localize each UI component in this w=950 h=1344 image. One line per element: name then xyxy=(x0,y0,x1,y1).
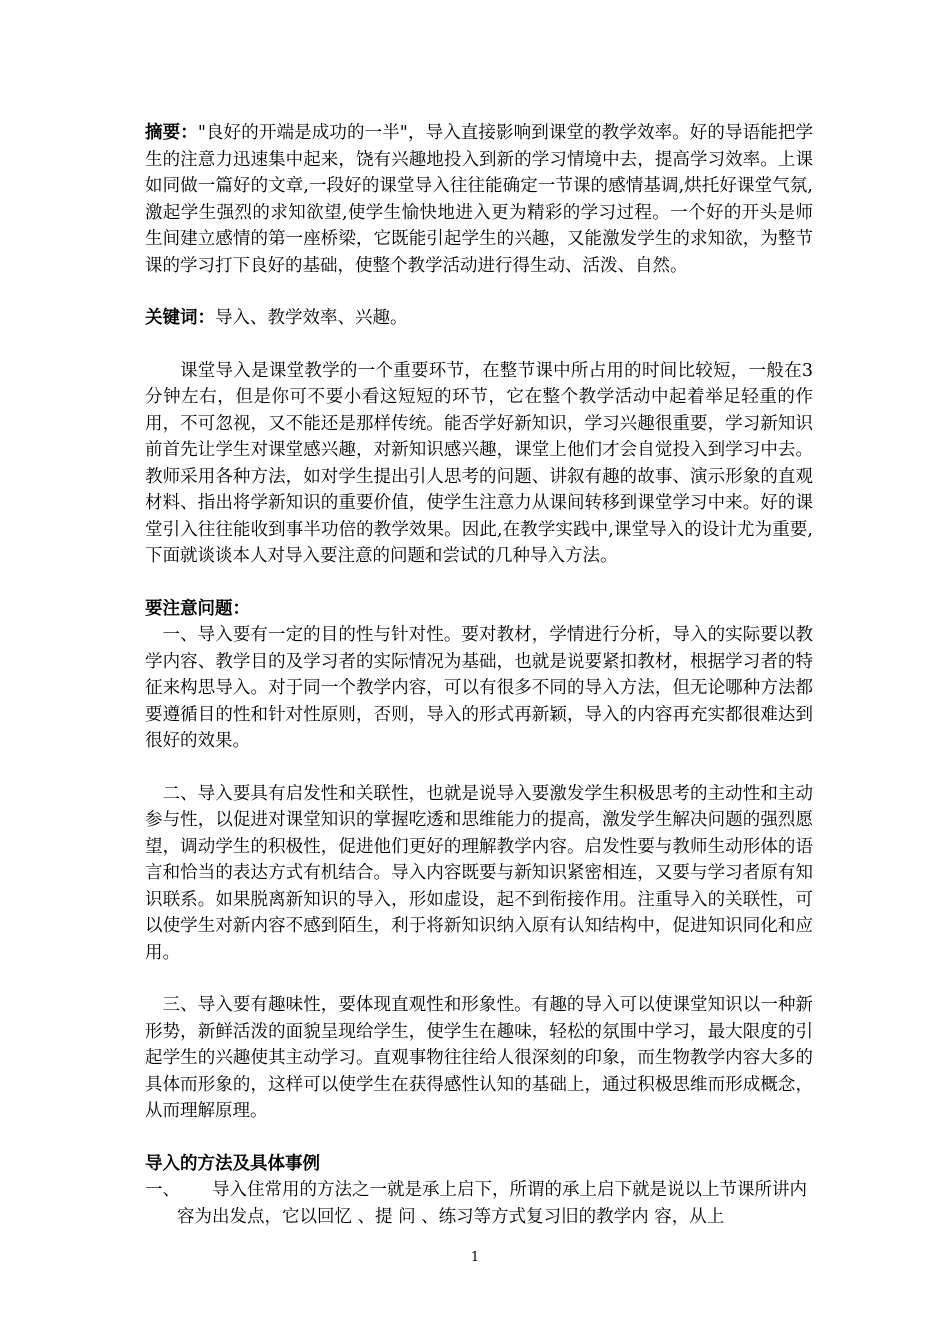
abstract-label: 摘要： xyxy=(145,123,198,143)
abstract-paragraph xyxy=(145,120,813,279)
method-item-1 xyxy=(145,1177,813,1230)
keywords-label: 关键词： xyxy=(145,308,215,328)
page-number: 1 xyxy=(470,1250,480,1265)
abstract-text: "良好的开端是成功的一半"，导入直接影响到课堂的教学效率。好的导语能把学生的注意力迅速集中起来，饶有兴趣地投入到新的学习情境中去，提高学习效率。上课如同做一篇好的文章,一段好的课堂导入往往能确定一节课的感情基调,烘托好课堂气氛,激起学生强烈的求知欲望,使学生愉快地进入更为精彩的学习过程。一个好的开头是师生间建立感情的第一座桥梁，它既能引起学生的兴趣，又能激发学生的求知欲，为整节课的学习打下良好的基础，使整个教学活动进行得生动、活泼、自然。 xyxy=(145,123,813,276)
method-item-text: 导入住常用的方法之一就是承上启下，所谓的承上启下就是说以上节课所讲内容为出发点，它以回忆 、提 问 、练习等方式复习旧的教学内 容，从上 xyxy=(177,1180,807,1227)
issues-heading: 要注意问题： xyxy=(145,598,250,619)
keywords-text: 导入、教学效率、兴趣。 xyxy=(215,308,408,328)
document-page xyxy=(145,120,813,1230)
method-item-number: 一、 xyxy=(145,1180,180,1200)
issue-item-1: 一、导入要有一定的目的性与针对性。要对教材，学情进行分析，导入的实际要以教学内容、教学目的及学习者的实际情况为基础，也就是说要紧扣教材，根据学习者的特征来构思导入。对于同一个教学内容，可以有很多不同的导入方法，但无论哪种方法都要遵循目的性和针对性原则，否则，导入的形式再新颖，导入的内容再充实都很难达到很好的效果。 xyxy=(145,625,813,751)
issue-item-2: 二、导入要具有启发性和关联性，也就是说导入要激发学生积极思考的主动性和主动参与性，以促进对课堂知识的掌握吃透和思维能力的提高，激发学生解决问题的强烈愿望，调动学生的积极性，促进他们更好的理解教学内容。启发性要与教师生动形体的语言和恰当的表达方式有机结合。导入内容既要与新知识紧密相连，又要与学习者原有知识联系。如果脱离新知识的导入，形如虚设，起不到衔接作用。注重导入的关联性，可以使学生对新内容不感到陌生，利于将新知识纳入原有认知结构中，促进知识同化和应用。 xyxy=(145,783,813,963)
issue-item-3: 三、导入要有趣味性，要体现直观性和形象性。有趣的导入可以使课堂知识以一种新形势，新鲜活泼的面貌呈现给学生，使学生在趣味，轻松的氛围中学习，最大限度的引起学生的兴趣使其主动学习。直观事物往往给人很深刻的印象，而生物教学内容大多的具体而形象的，这样可以使学生在获得感性认知的基础上，通过积极思维而形成概念，从而理解原理。 xyxy=(145,995,813,1121)
intro-paragraph: 课堂导入是课堂教学的一个重要环节，在整节课中所占用的时间比较短，一般在3分钟左右，但是你可不要小看这短短的环节，它在整个教学活动中起着举足轻重的作用，不可忽视，又不能还是那样传统。能否学好新知识，学习兴趣很重要，学习新知识前首先让学生对课堂感兴趣，对新知识感兴趣，课堂上他们才会自觉投入到学习中去。教师采用各种方法，如对学生提出引人思考的问题、讲叙有趣的故事、演示形象的直观材料、指出将学新知识的重要价值，使学生注意力从课间转移到课堂学习中来。好的课堂引入往往能收到事半功倍的教学效果。因此,在教学实践中,课堂导入的设计尤为重要,下面就谈谈本人对导入要注意的问题和尝试的几种导入方法。 xyxy=(145,360,813,566)
methods-heading: 导入的方法及具体事例 xyxy=(145,1153,320,1174)
keywords-paragraph xyxy=(145,305,813,332)
